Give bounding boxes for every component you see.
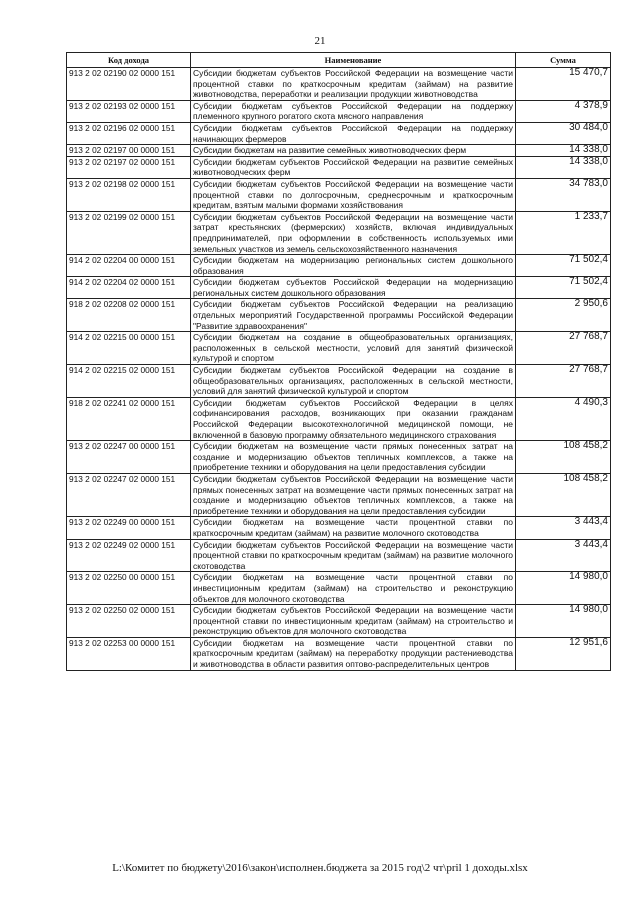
row-name: Субсидии бюджетам на возмещение части процентной ставки по краткосрочным кредитам (займам) на развитие молочного скотоводства	[191, 517, 516, 539]
table-row	[67, 145, 611, 157]
row-name: Субсидии бюджетам субъектов Российской Федерации на возмещение части процентной ставки по долгосрочным, среднесрочным и краткосрочным кредитам, взятым малыми формами хозяйствования	[191, 178, 516, 211]
row-code: 913 2 02 02247 02 0000 151	[67, 473, 191, 516]
table-row	[67, 68, 611, 101]
table-row	[67, 277, 611, 299]
row-code: 913 2 02 02253 00 0000 151	[67, 637, 191, 670]
row-name: Субсидии бюджетам субъектов Российской Федерации на модернизацию региональных систем дошкольного образования	[191, 277, 516, 299]
row-sum: 34 783,0	[516, 178, 611, 211]
table-row	[67, 299, 611, 332]
table-row	[67, 637, 611, 670]
row-code: 918 2 02 02208 02 0000 151	[67, 299, 191, 332]
row-code: 914 2 02 02204 02 0000 151	[67, 277, 191, 299]
row-code: 914 2 02 02215 00 0000 151	[67, 332, 191, 365]
row-sum: 27 768,7	[516, 332, 611, 365]
table-row	[67, 100, 611, 122]
table-row	[67, 539, 611, 572]
table-row	[67, 211, 611, 254]
header-code: Код дохода	[67, 53, 191, 68]
row-sum: 14 338,0	[516, 156, 611, 178]
row-code: 913 2 02 02193 02 0000 151	[67, 100, 191, 122]
row-name: Субсидии бюджетам субъектов Российской Федерации на поддержку племенного крупного рогатого скота мясного направления	[191, 100, 516, 122]
table-row	[67, 255, 611, 277]
row-sum: 71 502,4	[516, 255, 611, 277]
table-row	[67, 473, 611, 516]
header-name: Наименование	[191, 53, 516, 68]
table-row	[67, 365, 611, 398]
row-name: Субсидии бюджетам субъектов Российской Федерации на возмещение части затрат крестьянских (фермерских) хозяйств, включая индивидуальных предпринимателей, при оформлении в собственность используемых ими земельных участков из земель сельскохозяйственного назначения	[191, 211, 516, 254]
row-name: Субсидии бюджетам субъектов Российской Федерации на возмещение части процентной ставки по краткосрочным кредитам (займам) на развитие молочного скотоводства	[191, 539, 516, 572]
row-name: Субсидии бюджетам субъектов Российской Федерации на возмещение части процентной ставки по краткосрочным кредитам (займам) на развитие животноводства, переработки и реализации продукции животноводства	[191, 68, 516, 101]
row-sum: 108 458,2	[516, 473, 611, 516]
row-code: 913 2 02 02250 02 0000 151	[67, 605, 191, 638]
row-sum: 3 443,4	[516, 539, 611, 572]
row-sum: 14 980,0	[516, 572, 611, 605]
row-sum: 2 950,6	[516, 299, 611, 332]
page-number: 21	[314, 35, 326, 47]
row-code: 918 2 02 02241 02 0000 151	[67, 397, 191, 440]
row-name: Субсидии бюджетам на модернизацию региональных систем дошкольного образования	[191, 255, 516, 277]
row-name: Субсидии бюджетам на возмещение части прямых понесенных затрат на создание и модернизацию объектов тепличных комплексов, а также на приобретение техники и оборудования на цели предоставления субсидии	[191, 441, 516, 474]
row-code: 913 2 02 02199 02 0000 151	[67, 211, 191, 254]
header-sum: Сумма	[516, 53, 611, 68]
row-code: 914 2 02 02204 00 0000 151	[67, 255, 191, 277]
table-row	[67, 441, 611, 474]
table-row	[67, 397, 611, 440]
row-name: Субсидии бюджетам субъектов Российской Федерации на возмещение части прямых понесенных затрат на возмещение части прямых понесенных затрат на создание и модернизацию объектов тепличных комплексов, а также на приобретение техники и оборудования на цели предоставления субсидии	[191, 473, 516, 516]
table-row	[67, 332, 611, 365]
revenue-table	[66, 52, 611, 671]
row-sum: 15 470,7	[516, 68, 611, 101]
row-code: 913 2 02 02249 00 0000 151	[67, 517, 191, 539]
row-code: 913 2 02 02250 00 0000 151	[67, 572, 191, 605]
table-row	[67, 178, 611, 211]
table-header-row	[67, 53, 611, 68]
table-row	[67, 156, 611, 178]
row-name: Субсидии бюджетам на создание в общеобразовательных организациях, расположенных в сельской местности, условий для занятий физической культурой и спортом	[191, 332, 516, 365]
table-row	[67, 122, 611, 144]
row-code: 914 2 02 02215 02 0000 151	[67, 365, 191, 398]
row-sum: 4 378,9	[516, 100, 611, 122]
row-name: Субсидии бюджетам субъектов Российской Федерации на реализацию отдельных мероприятий Государственной программы Российской Федерации "Развитие здравоохранения"	[191, 299, 516, 332]
row-sum: 108 458,2	[516, 441, 611, 474]
row-name: Субсидии бюджетам субъектов Российской Федерации на создание в общеобразовательных организациях, расположенных в сельской местности, условий для занятий физической культурой и спортом	[191, 365, 516, 398]
row-name: Субсидии бюджетам субъектов Российской Федерации на поддержку начинающих фермеров	[191, 122, 516, 144]
row-code: 913 2 02 02196 02 0000 151	[67, 122, 191, 144]
table-row	[67, 517, 611, 539]
row-name: Субсидии бюджетам на возмещение части процентной ставки по инвестиционным кредитам (займам) на строительство и реконструкцию объектов для молочного скотоводства	[191, 572, 516, 605]
table-row	[67, 572, 611, 605]
row-code: 913 2 02 02249 02 0000 151	[67, 539, 191, 572]
row-sum: 12 951,6	[516, 637, 611, 670]
row-sum: 1 233,7	[516, 211, 611, 254]
file-path-footer: L:\Комитет по бюджету\2016\закон\исполнен.бюджета за 2015 год\2 чт\pril 1 доходы.xlsx	[112, 862, 528, 874]
row-code: 913 2 02 02198 02 0000 151	[67, 178, 191, 211]
table-row	[67, 605, 611, 638]
row-sum: 30 484,0	[516, 122, 611, 144]
row-sum: 4 490,3	[516, 397, 611, 440]
row-name: Субсидии бюджетам субъектов Российской Федерации на развитие семейных животноводческих ферм	[191, 156, 516, 178]
row-name: Субсидии бюджетам субъектов Российской Федерации в целях софинансирования расходов, возникающих при оказании гражданам Российской Федерации высокотехнологичной медицинской помощи, не включенной в базовую программу обязательного медицинского страхования	[191, 397, 516, 440]
row-sum: 71 502,4	[516, 277, 611, 299]
row-name: Субсидии бюджетам на возмещение части процентной ставки по краткосрочным кредитам (займам) на переработку продукции растениеводства и животноводства в области развития оптово-распределительных центров	[191, 637, 516, 670]
row-code: 913 2 02 02197 00 0000 151	[67, 145, 191, 157]
table-body	[67, 68, 611, 671]
row-code: 913 2 02 02190 02 0000 151	[67, 68, 191, 101]
row-sum: 14 338,0	[516, 145, 611, 157]
row-sum: 3 443,4	[516, 517, 611, 539]
row-code: 913 2 02 02247 00 0000 151	[67, 441, 191, 474]
row-sum: 14 980,0	[516, 605, 611, 638]
row-sum: 27 768,7	[516, 365, 611, 398]
row-name: Субсидии бюджетам субъектов Российской Федерации на возмещение части процентной ставки по инвестиционным кредитам (займам) на строительство и реконструкцию объектов для молочного скотоводства	[191, 605, 516, 638]
row-code: 913 2 02 02197 02 0000 151	[67, 156, 191, 178]
row-name: Субсидии бюджетам на развитие семейных животноводческих ферм	[191, 145, 516, 157]
